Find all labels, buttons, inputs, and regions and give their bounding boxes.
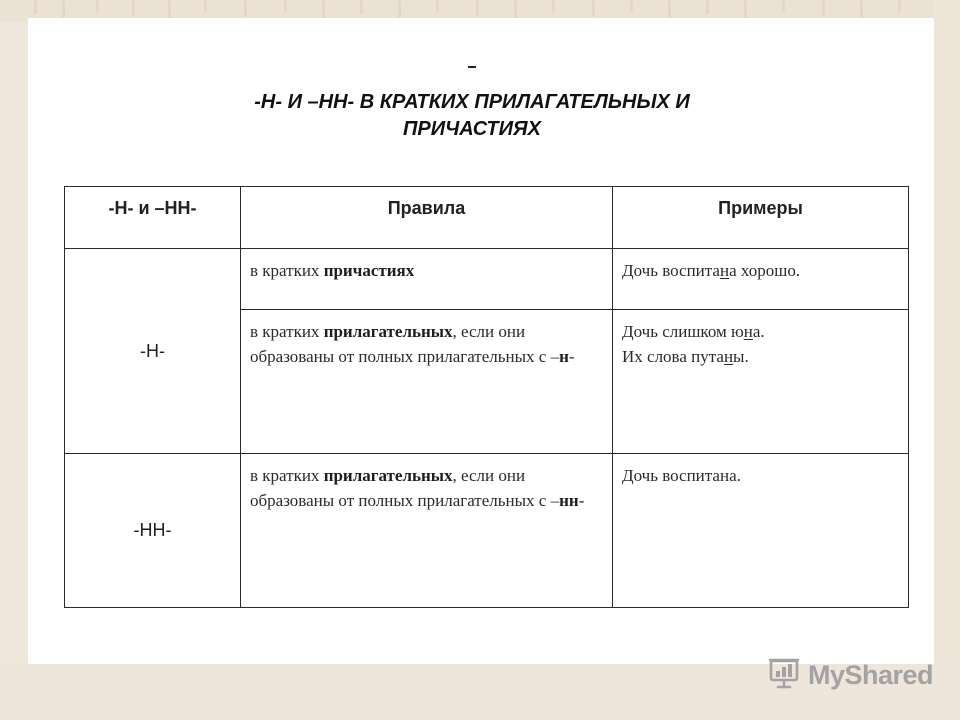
example-line bbox=[622, 463, 898, 488]
example-cell bbox=[613, 310, 909, 454]
presentation-icon bbox=[768, 656, 802, 695]
example-cell bbox=[613, 454, 909, 608]
title-dash-text bbox=[468, 66, 469, 67]
title-line-1: -Н- И –НН- В КРАТКИХ ПРИЛАГАТЕЛЬНЫХ И bbox=[254, 91, 690, 113]
watermark-logo[interactable] bbox=[768, 657, 933, 693]
example-underlined: н bbox=[719, 261, 730, 280]
rule-text-mid: , если они образованы от полных прилагательных с – bbox=[250, 466, 560, 510]
example-cell bbox=[613, 249, 909, 310]
example-line bbox=[622, 344, 898, 369]
rule-suffix: н bbox=[559, 347, 569, 366]
group-label-nn: -НН- bbox=[65, 454, 241, 608]
rule-keyword: причастиях bbox=[323, 261, 415, 280]
rule-keyword: прилагательных bbox=[323, 466, 453, 485]
example-text-end: ы. bbox=[733, 347, 749, 366]
header-rules bbox=[241, 187, 613, 249]
rule-suffix: нн bbox=[559, 491, 579, 510]
title-dash bbox=[468, 66, 476, 68]
rule-text-mid: , если они образованы от полных прилагательных с – bbox=[250, 322, 560, 366]
example-line bbox=[622, 319, 898, 344]
table-row bbox=[65, 454, 909, 608]
group-label-n: -Н- bbox=[65, 249, 241, 454]
rule-text-end: - bbox=[568, 347, 575, 366]
header-examples bbox=[613, 187, 909, 249]
header-suffix bbox=[65, 187, 241, 249]
watermark-text: MyShared bbox=[808, 659, 934, 690]
example-text: Дочь воспита bbox=[622, 261, 720, 280]
slide-title bbox=[120, 89, 824, 143]
header-suffix-text: -Н- и –НН- bbox=[108, 198, 197, 218]
rule-cell bbox=[241, 249, 613, 310]
rule-text: в кратких bbox=[250, 261, 324, 280]
rule-text: в кратких bbox=[250, 466, 324, 485]
header-rules-text: Правила bbox=[387, 198, 466, 218]
example-text: Их слова пута bbox=[622, 347, 724, 366]
example-text-end: а. bbox=[752, 322, 765, 341]
rule-keyword: прилагательных bbox=[323, 322, 453, 341]
rule-text: в кратких bbox=[250, 322, 324, 341]
rules-table bbox=[64, 186, 909, 608]
example-underlined: н bbox=[723, 347, 734, 366]
example-underlined: н bbox=[743, 322, 753, 341]
rule-cell bbox=[241, 310, 613, 454]
table-row bbox=[65, 249, 909, 310]
example-text-end: а хорошо. bbox=[729, 261, 801, 280]
title-line-2: ПРИЧАСТИЯХ bbox=[403, 118, 541, 140]
rule-cell bbox=[241, 454, 613, 608]
header-examples-text: Примеры bbox=[718, 198, 803, 218]
example-text: Дочь слишком ю bbox=[622, 322, 744, 341]
example-text: Дочь воспитана. bbox=[622, 466, 741, 485]
rule-text-end: - bbox=[578, 491, 585, 510]
page-right-band bbox=[934, 0, 960, 720]
table-header-row bbox=[65, 187, 909, 249]
example-line bbox=[622, 258, 898, 283]
